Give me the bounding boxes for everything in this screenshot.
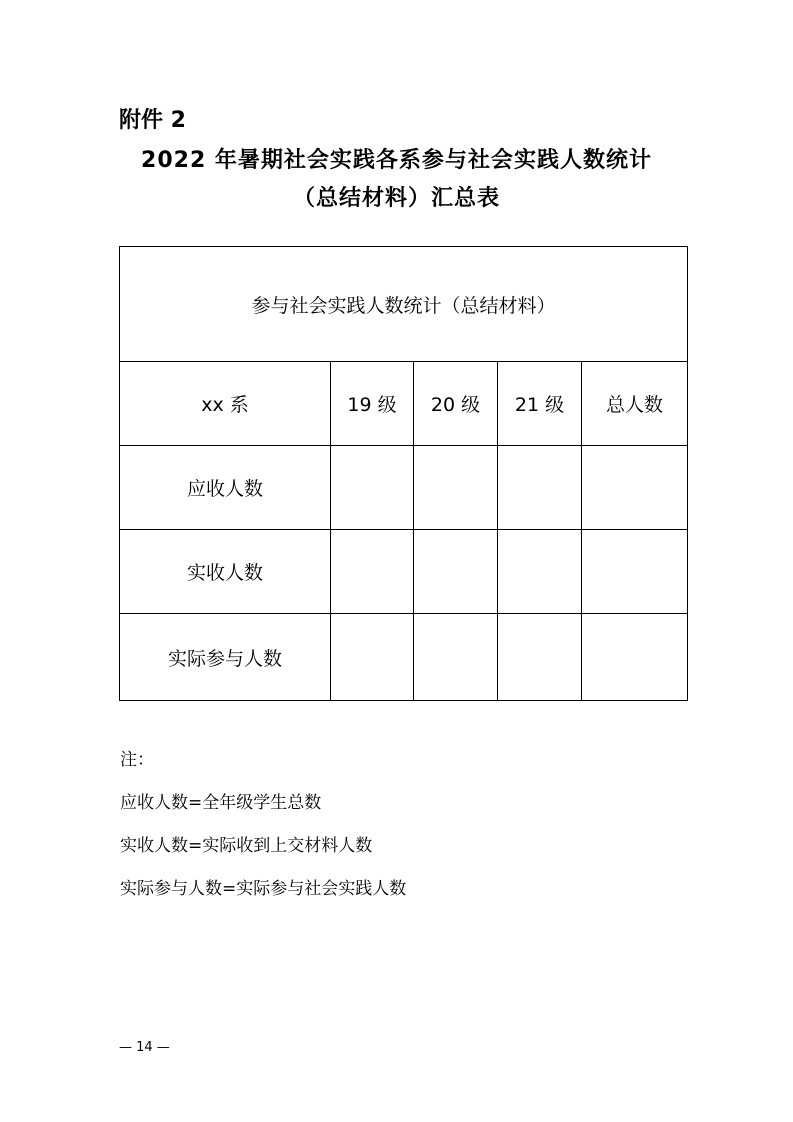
table-cell — [582, 446, 688, 530]
document-title-line2: （总结材料）汇总表 — [292, 186, 500, 211]
table-caption: 参与社会实践人数统计（总结材料） — [120, 247, 688, 362]
row-label-participated: 实际参与人数 — [120, 614, 331, 701]
page-number: — 14 — — [119, 1040, 170, 1055]
table-row — [120, 614, 688, 701]
note-item: 实收人数=实际收到上交材料人数 — [120, 836, 373, 856]
table-cell — [498, 530, 582, 614]
document-title-line1: 2022 年暑期社会实践各系参与社会实践人数统计 — [141, 148, 652, 173]
statistics-table — [119, 246, 688, 701]
header-grade-19: 19 级 — [331, 362, 414, 446]
attachment-label: 附件 2 — [119, 108, 186, 133]
table-cell — [414, 446, 498, 530]
table-row — [120, 530, 688, 614]
table-cell — [582, 614, 688, 701]
table-cell — [331, 446, 414, 530]
table-cell — [414, 530, 498, 614]
header-department: xx 系 — [120, 362, 331, 446]
notes-section — [120, 748, 406, 920]
table-header-row — [120, 362, 688, 446]
table-cell — [414, 614, 498, 701]
row-label-received: 实收人数 — [120, 530, 331, 614]
table-cell — [331, 614, 414, 701]
row-label-expected: 应收人数 — [120, 446, 331, 530]
table-cell — [498, 614, 582, 701]
header-grade-20: 20 级 — [414, 362, 498, 446]
table-caption-row — [120, 247, 688, 362]
table-cell — [498, 446, 582, 530]
table-cell — [331, 530, 414, 614]
note-item: 实际参与人数=实际参与社会实践人数 — [120, 879, 407, 899]
note-item: 应收人数=全年级学生总数 — [120, 793, 322, 813]
notes-heading: 注： — [120, 750, 154, 770]
table-row — [120, 446, 688, 530]
header-total: 总人数 — [582, 362, 688, 446]
header-grade-21: 21 级 — [498, 362, 582, 446]
table-cell — [582, 530, 688, 614]
